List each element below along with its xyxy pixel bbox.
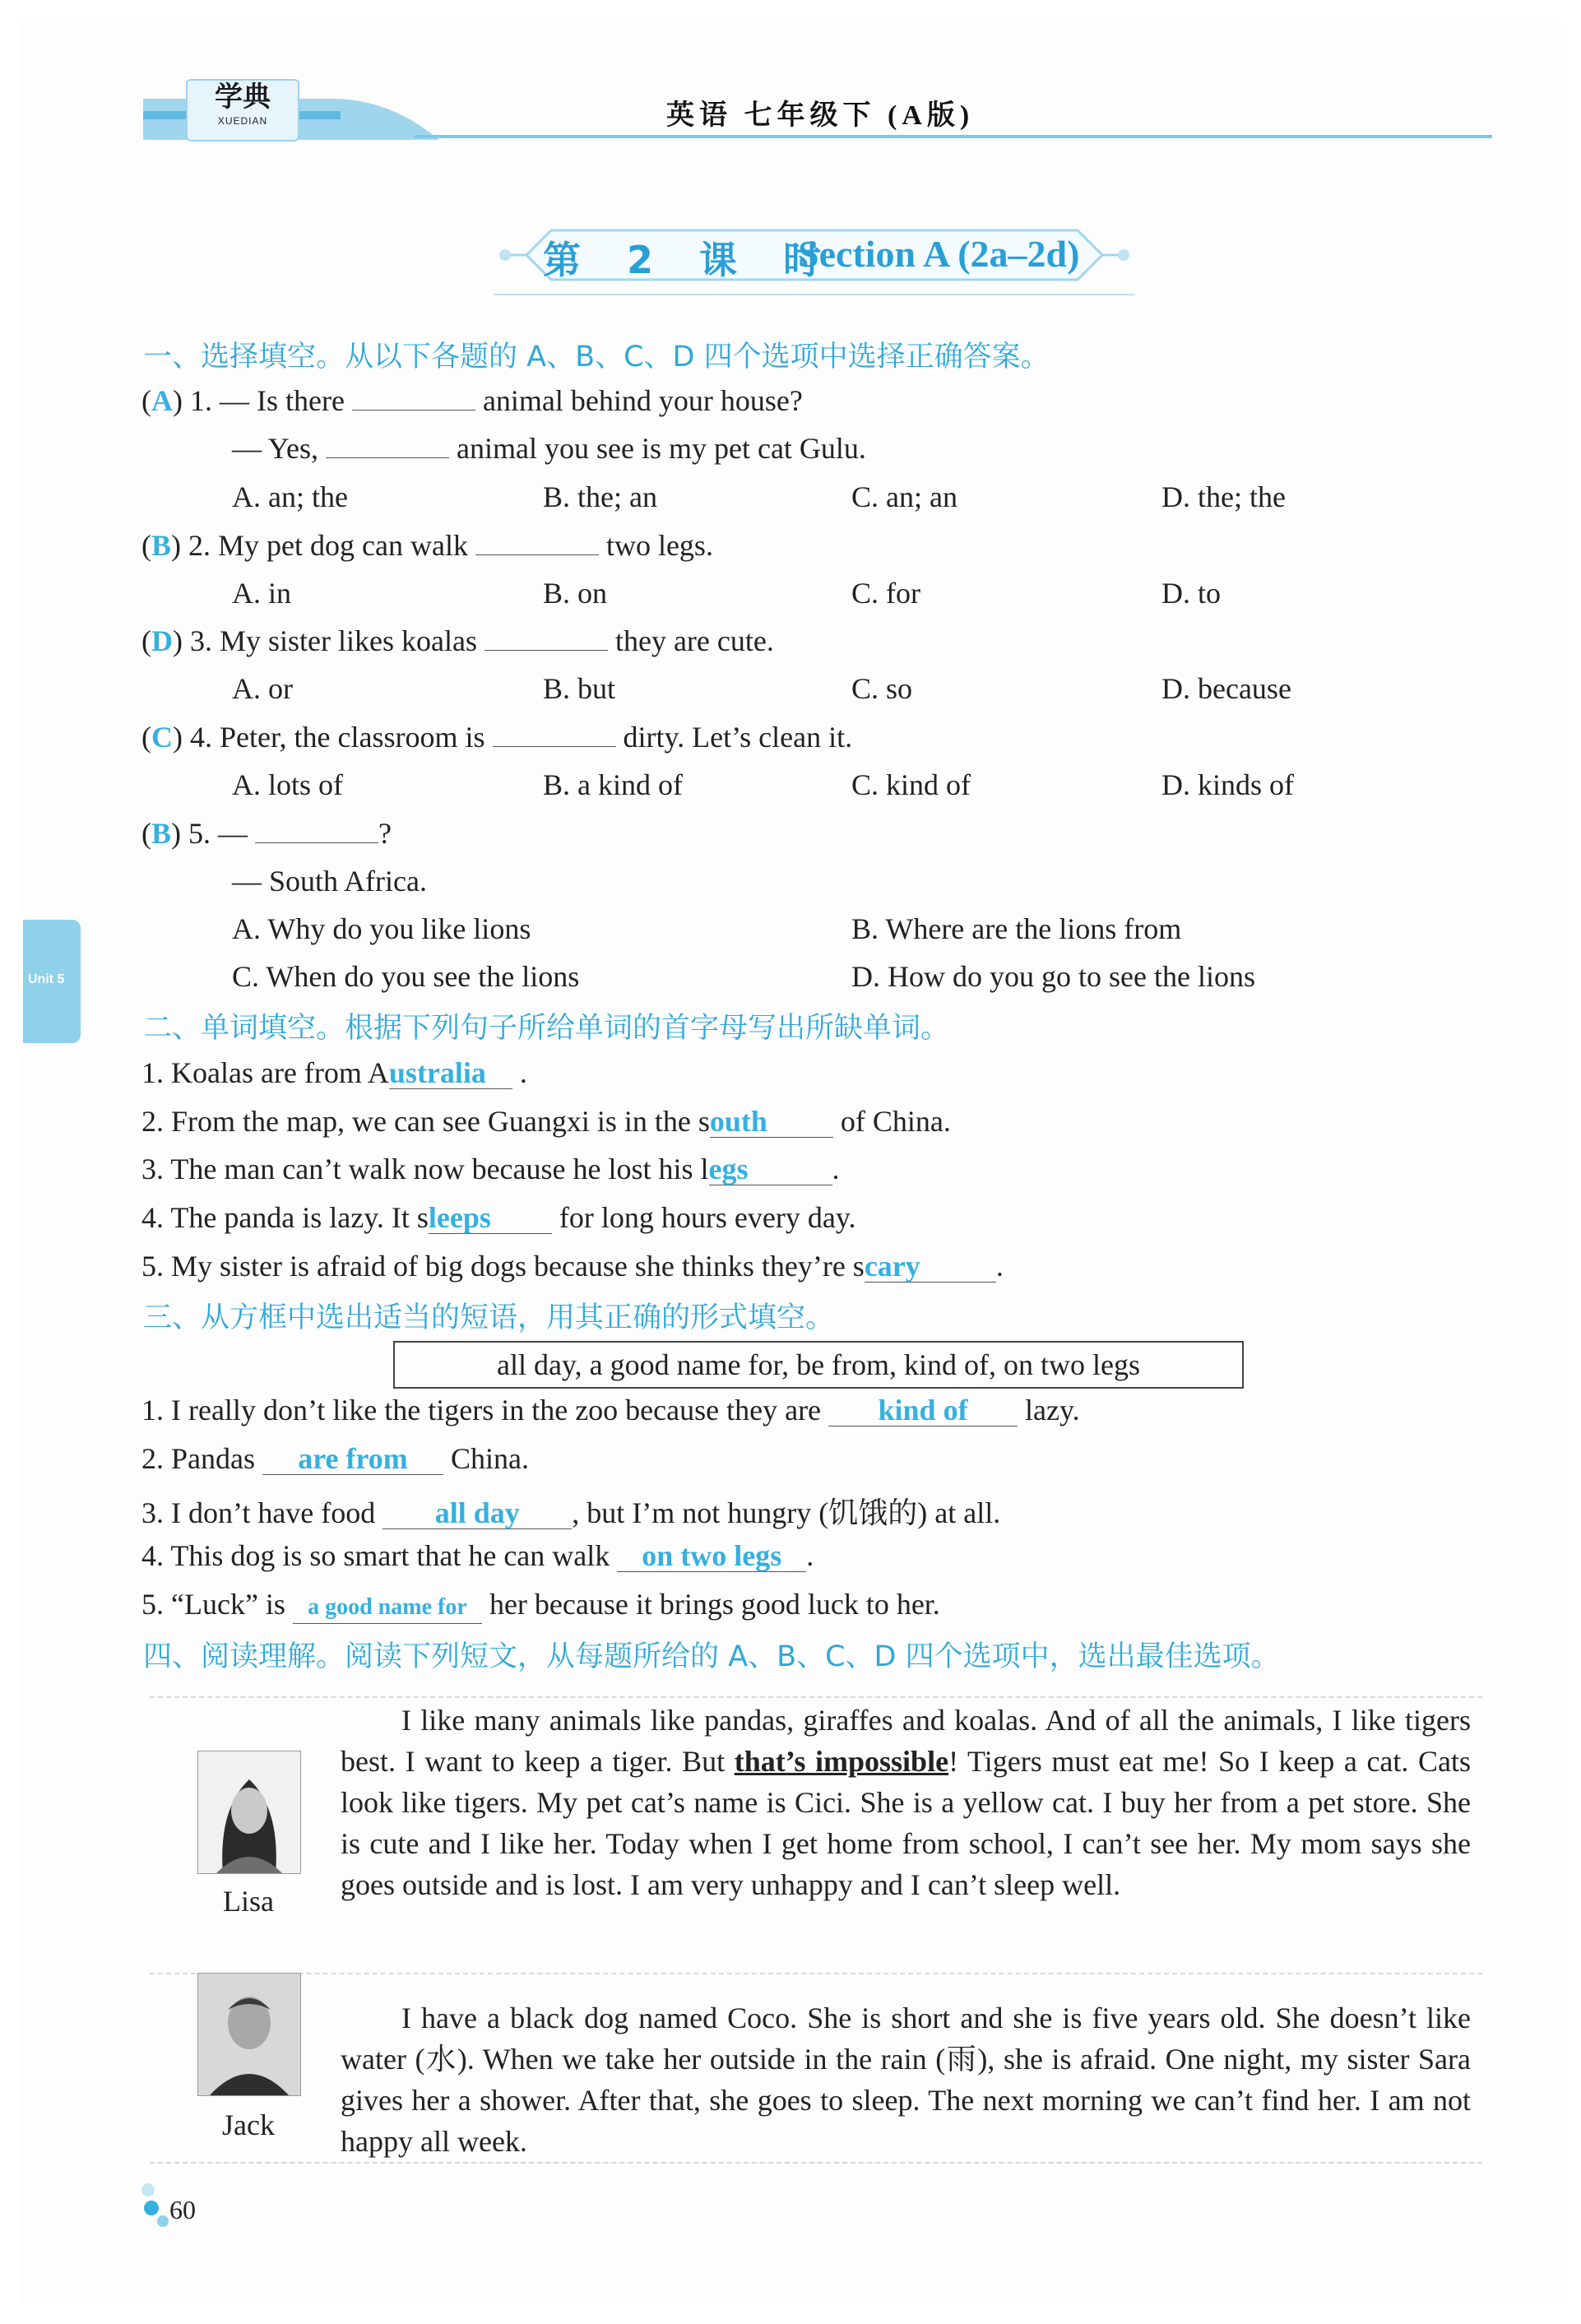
unit-side-tab-label: Unit 5 <box>28 972 65 986</box>
q1-option-d[interactable]: D. the; the <box>1161 480 1286 513</box>
q3-option-b[interactable]: B. but <box>543 672 616 705</box>
q4-blank[interactable] <box>493 721 616 747</box>
q5-option-b[interactable]: B. Where are the lions from <box>851 912 1182 945</box>
lisa-paragraph <box>341 1700 1471 1905</box>
p3-item-2-pre: 2. Pandas <box>141 1442 255 1475</box>
p2-item-3 <box>141 1152 840 1186</box>
p3-item-3-pre: 3. I don’t have food <box>141 1496 376 1529</box>
part1-heading: 一、选择填空。从以下各题的 A、B、C、D 四个选项中选择正确答案。 <box>143 341 1050 373</box>
p3-item-3 <box>141 1490 1000 1532</box>
p3-item-5-answer[interactable]: a good name for <box>293 1592 482 1624</box>
p3-item-2-answer[interactable]: are from <box>262 1443 443 1475</box>
q4-option-b[interactable]: B. a kind of <box>543 768 683 801</box>
lisa-name: Lisa <box>223 1885 274 1918</box>
q2-stem: 2. My pet dog can walk <box>188 529 468 562</box>
lisa-emphasis: that’s impossible <box>734 1745 949 1778</box>
p3-item-4-pre: 4. This dog is so smart that he can walk <box>141 1539 610 1572</box>
page-number: 60 <box>169 2195 196 2224</box>
q1-blank2[interactable] <box>326 433 449 458</box>
jack-paragraph: I have a black dog named Coco. She is short and she is five years old. She doesn’t like water (水). When we take her outside in the rain (雨), she is afraid. One night, my sister Sara gives her a shower. After that, she goes to sleep. The next morning we can’t find her. I am not happy all week. <box>341 2002 1471 2158</box>
p3-item-4-post: . <box>806 1539 814 1572</box>
jack-photo <box>197 1973 301 2096</box>
q2-stem-after: two legs. <box>605 529 713 562</box>
p2-item-1-post: . <box>519 1056 527 1089</box>
q3-blank[interactable] <box>484 625 608 651</box>
phrase-box: all day, a good name for, be from, kind of, on two legs <box>393 1341 1244 1389</box>
q1-line2 <box>232 431 866 466</box>
q2-option-a[interactable]: A. in <box>232 577 291 610</box>
q5-line: (B) 5. — ? <box>141 817 392 850</box>
p2-item-2 <box>141 1104 951 1139</box>
lesson-title-en: Section A (2a–2d) <box>798 233 1080 275</box>
p2-item-2-answer[interactable]: outh <box>710 1106 833 1138</box>
lisa-photo <box>197 1751 301 1874</box>
q1-blank[interactable] <box>352 385 475 411</box>
q2-answer: B <box>151 529 172 562</box>
q1-line: (A) 1. — Is there animal behind your house? <box>141 384 803 417</box>
p2-item-1 <box>141 1055 527 1090</box>
p2-item-3-post: . <box>832 1153 840 1185</box>
jack-name: Jack <box>222 2108 275 2141</box>
q1-option-c[interactable]: C. an; an <box>851 480 957 513</box>
q3-option-c[interactable]: C. so <box>851 672 913 705</box>
q2-option-c[interactable]: C. for <box>851 577 920 610</box>
q1-line2-pre: — Yes, <box>232 432 319 465</box>
q4-answer: C <box>151 721 173 754</box>
p3-item-5-pre: 5. “Luck” is <box>141 1588 285 1621</box>
p3-item-4-answer[interactable]: on two legs <box>617 1540 806 1572</box>
p2-item-1-answer[interactable]: ustralia <box>389 1057 512 1089</box>
p3-item-1-pre: 1. I really don’t like the tigers in the zoo because they are <box>141 1394 822 1426</box>
q5-option-c[interactable]: C. When do you see the lions <box>232 960 580 993</box>
q1-option-a[interactable]: A. an; the <box>232 480 348 513</box>
p2-item-3-answer[interactable]: egs <box>709 1153 832 1185</box>
p2-item-4-post: for long hours every day. <box>559 1201 856 1234</box>
p2-item-4-answer[interactable]: leeps <box>429 1202 552 1234</box>
p2-item-3-pre: 3. The man can’t walk now because he lost his l <box>141 1153 709 1185</box>
part3-heading: 三、从方框中选出适当的短语，用其正确的形式填空。 <box>143 1301 835 1334</box>
p3-item-5 <box>141 1587 940 1624</box>
brand-name-en: XUEDIAN <box>217 115 268 127</box>
p2-item-4-pre: 4. The panda is lazy. It s <box>141 1201 429 1234</box>
q1-stem-after: animal behind your house? <box>482 384 803 417</box>
p2-item-5-answer[interactable]: cary <box>865 1250 996 1283</box>
lesson-title-cn: 第 2 课 时 <box>543 238 838 282</box>
p3-item-1 <box>141 1393 1080 1427</box>
q4-option-c[interactable]: C. kind of <box>851 768 971 801</box>
q3-stem: 3. My sister likes koalas <box>190 624 477 657</box>
lisa-text-1: I like many animals like pandas, giraffes and koalas. And of all the animals, I like tigers best. I want to keep a tiger. But <box>341 1704 1471 1778</box>
q3-stem-after: they are cute. <box>614 624 774 657</box>
p2-item-2-post: of China. <box>840 1105 951 1138</box>
p2-item-2-pre: 2. From the map, we can see Guangxi is in the s <box>141 1105 710 1138</box>
q5-answer: B <box>151 817 172 850</box>
q5-line2: — South Africa. <box>232 865 427 898</box>
q5-option-d[interactable]: D. How do you go to see the lions <box>851 960 1255 993</box>
q1-option-b[interactable]: B. the; an <box>543 480 657 513</box>
p3-item-2 <box>141 1441 529 1476</box>
page-number-dots <box>140 2180 173 2229</box>
q5-stem-after: ? <box>378 817 392 850</box>
p3-item-1-answer[interactable]: kind of <box>828 1394 1018 1426</box>
p3-item-3-answer[interactable]: all day <box>382 1497 572 1529</box>
part2-heading: 二、单词填空。根据下列句子所给单词的首字母写出所缺单词。 <box>143 1012 950 1045</box>
q5-option-a[interactable]: A. Why do you like lions <box>232 912 531 945</box>
q3-answer: D <box>151 624 173 657</box>
reading-divider <box>150 1973 1482 1974</box>
q2-option-d[interactable]: D. to <box>1161 577 1221 610</box>
lisa-text-2: ! Tigers must eat me! So I keep a cat. Cats look like tigers. My pet cat’s name is Cici. She is a yellow cat. I buy her from a pet store. She is cute and I like her. Today when I get home from school, I can’t see her. My mom says she goes outside and is lost. I am very unhappy and I can’t sleep well. <box>341 1745 1472 1901</box>
brand-name-cn: 学典 <box>215 82 271 113</box>
p2-item-5 <box>141 1249 1004 1283</box>
p2-item-5-pre: 5. My sister is afraid of big dogs because she thinks they’re s <box>141 1250 865 1283</box>
p3-item-5-post: her because it brings good luck to her. <box>489 1588 940 1621</box>
q4-option-d[interactable]: D. kinds of <box>1161 768 1294 801</box>
q4-option-a[interactable]: A. lots of <box>232 768 343 801</box>
q1-line2-post: animal you see is my pet cat Gulu. <box>457 432 866 465</box>
p2-item-4 <box>141 1200 855 1235</box>
p3-item-1-post: lazy. <box>1025 1394 1080 1426</box>
part4-heading: 四、阅读理解。阅读下列短文，从每题所给的 A、B、C、D 四个选项中，选出最佳选项。 <box>143 1640 1280 1673</box>
q3-option-d[interactable]: D. because <box>1161 672 1291 705</box>
q4-stem: 4. Peter, the classroom is <box>190 721 485 754</box>
q4-line: (C) 4. Peter, the classroom is dirty. Let’s clean it. <box>141 721 853 754</box>
header-title: 英语 七年级下 (A版) <box>666 100 975 131</box>
p2-item-1-pre: 1. Koalas are from A <box>141 1056 389 1089</box>
p2-item-5-post: . <box>995 1250 1004 1283</box>
brand-logo <box>186 79 299 141</box>
q2-line: (B) 2. My pet dog can walk two legs. <box>141 529 713 562</box>
q1-stem: 1. — Is there <box>190 384 345 417</box>
q3-option-a[interactable]: A. or <box>232 672 293 705</box>
p3-item-4 <box>141 1538 814 1573</box>
q5-blank[interactable] <box>255 818 378 843</box>
q5-stem: 5. — <box>188 817 248 850</box>
q2-option-b[interactable]: B. on <box>543 577 608 610</box>
p3-item-3-post: , but I’m not hungry (饥饿的) at all. <box>572 1496 1001 1529</box>
q3-line: (D) 3. My sister likes koalas they are cute. <box>141 624 774 657</box>
p3-item-2-post: China. <box>451 1442 529 1475</box>
q1-answer: A <box>151 384 173 417</box>
q4-stem-after: dirty. Let’s clean it. <box>623 721 853 754</box>
q2-blank[interactable] <box>475 530 599 555</box>
